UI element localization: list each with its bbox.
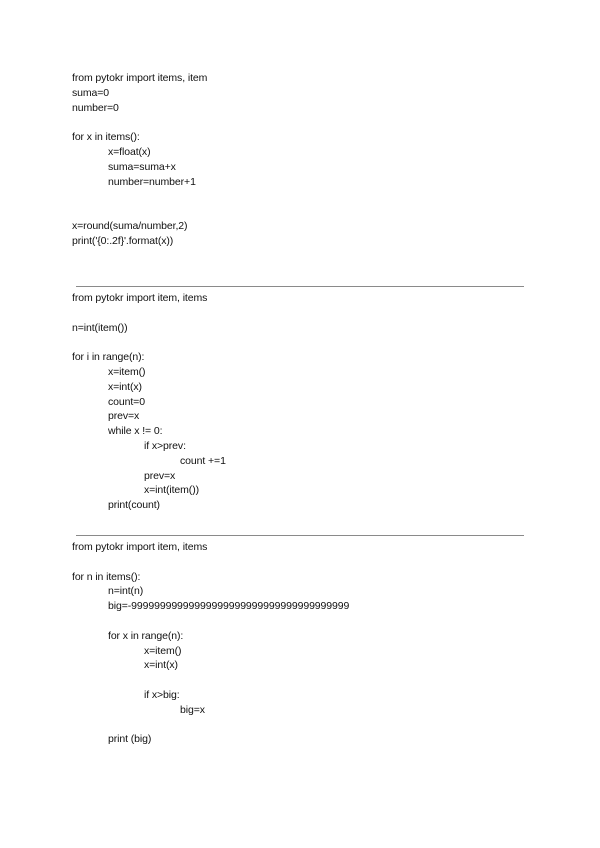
- code-line: from pytokr import items, item: [72, 72, 208, 84]
- code-line: for i in range(n):: [72, 351, 145, 364]
- code-line: for x in items():: [72, 131, 140, 144]
- code-line: big=x: [180, 703, 205, 716]
- code-line: x=float(x): [108, 146, 151, 158]
- code-line: x=item(): [144, 644, 182, 657]
- code-line: x=round(suma/number,2): [72, 220, 188, 232]
- code-line: from pytokr import item, items: [72, 541, 208, 553]
- section-divider: [76, 535, 524, 536]
- code-line: from pytokr import item, items: [72, 292, 208, 304]
- code-line: suma=suma+x: [108, 160, 176, 173]
- code-line: for x in range(n):: [108, 629, 184, 642]
- code-line: print(count): [108, 499, 160, 512]
- code-line: print('{0:.2f}'.format(x)): [72, 234, 174, 247]
- section-divider: [76, 286, 524, 287]
- code-line: if x>big:: [144, 689, 180, 701]
- code-line: prev=x: [108, 410, 140, 423]
- code-line: n=int(n): [108, 585, 144, 598]
- code-line: x=item(): [108, 366, 146, 378]
- code-line: prev=x: [144, 469, 176, 482]
- code-line: print (big): [108, 733, 152, 746]
- code-line: for n in items():: [72, 570, 141, 583]
- code-line: x=int(item()): [144, 484, 199, 497]
- code-line: n=int(item()): [72, 321, 128, 334]
- code-line: number=0: [72, 101, 119, 114]
- code-line: number=number+1: [108, 175, 196, 188]
- code-line: suma=0: [72, 86, 110, 99]
- code-line: while x != 0:: [108, 425, 163, 438]
- code-line: count +=1: [180, 454, 226, 467]
- code-line: count=0: [108, 395, 145, 408]
- code-line: big=-99999999999999999999999999999999999999: [108, 600, 350, 613]
- code-line: x=int(x): [144, 659, 178, 672]
- code-line: x=int(x): [108, 380, 142, 393]
- code-line: if x>prev:: [144, 440, 186, 452]
